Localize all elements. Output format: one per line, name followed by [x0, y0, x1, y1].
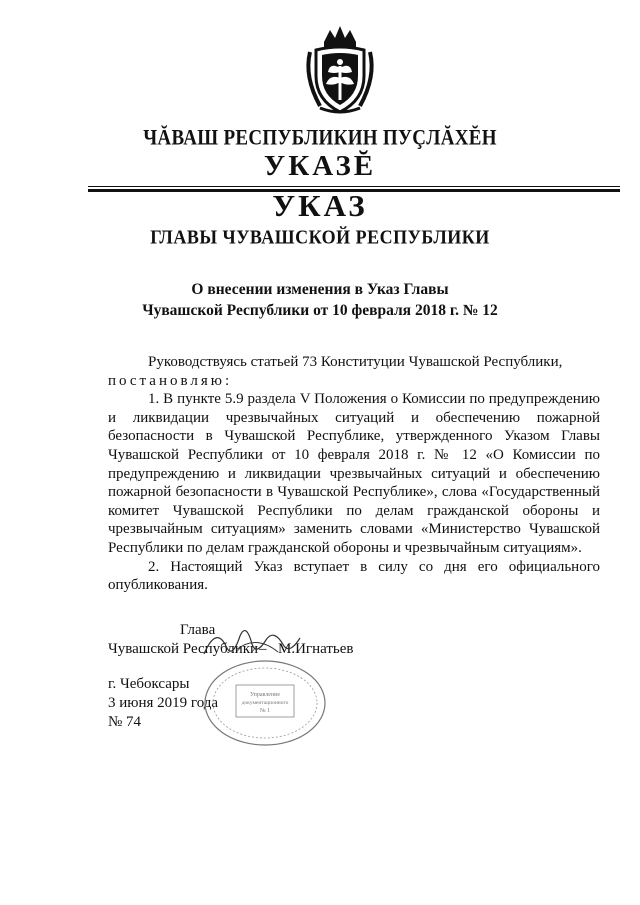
header-chuvash-line: ЧĂВАШ РЕСПУБЛИКИН ПУÇЛĂХĔН	[143, 126, 497, 151]
footer-city: г. Чебоксары	[108, 676, 190, 692]
stamp-line-3: № 1	[259, 708, 271, 714]
item-2-paragraph: 2. Настоящий Указ вступает в силу со дня его официального опубликования.	[108, 558, 600, 594]
footer-number: № 74	[108, 714, 142, 730]
signature-organization: Чувашской Республики	[108, 641, 259, 657]
document-title	[0, 279, 640, 321]
header-glava-line: ГЛАВЫ ЧУВАШСКОЙ РЕСПУБЛИКИ	[150, 225, 490, 248]
preamble-paragraph: Руководствуясь статьей 73 Конституции Чувашской Республики,	[148, 354, 563, 370]
header-divider-thin	[88, 186, 620, 187]
footer-date: 3 июня 2019 года	[108, 695, 219, 711]
document-body	[108, 353, 600, 595]
chuvash-emblem-icon	[300, 22, 380, 118]
stamp-line-1: Управление	[249, 692, 281, 698]
signature-name: М.Игнатьев	[278, 641, 354, 657]
header-ukaz: УКАЗ	[272, 188, 368, 223]
official-stamp-icon	[200, 655, 330, 755]
item-1-paragraph: 1. В пункте 5.9 раздела V Положения о Комиссии по предупреждению и ликвидации чрезвычайных ситуаций и обеспечению пожарной безопасности в Чувашской Республике, утвержденного Указом Главы Чувашской Республики от 10 февраля 2018 г. № 12 «О Комиссии по предупреждению и ликвидации чрезвычайных ситуаций и обеспечению пожарной безопасности в Чувашской Республике», слова «Государственный комитет Чувашской Республики по делам гражданской обороны и чрезвычайным ситуациям» заменить словами «Министерство Чувашской Республики по делам гражданской обороны и чрезвычайным ситуациям».	[108, 391, 600, 556]
header-ukaze: УКАЗĔ	[263, 150, 377, 182]
document-title-line-2: Чувашской Республики от 10 февраля 2018 г. № 12	[142, 302, 498, 319]
document-title-line-1: О внесении изменения в Указ Главы	[191, 281, 449, 298]
decree-word: постановляю:	[108, 372, 233, 389]
signature-dash: –	[259, 641, 267, 657]
stamp-line-2: документационного	[241, 700, 289, 706]
signature-title: Глава	[180, 622, 216, 638]
